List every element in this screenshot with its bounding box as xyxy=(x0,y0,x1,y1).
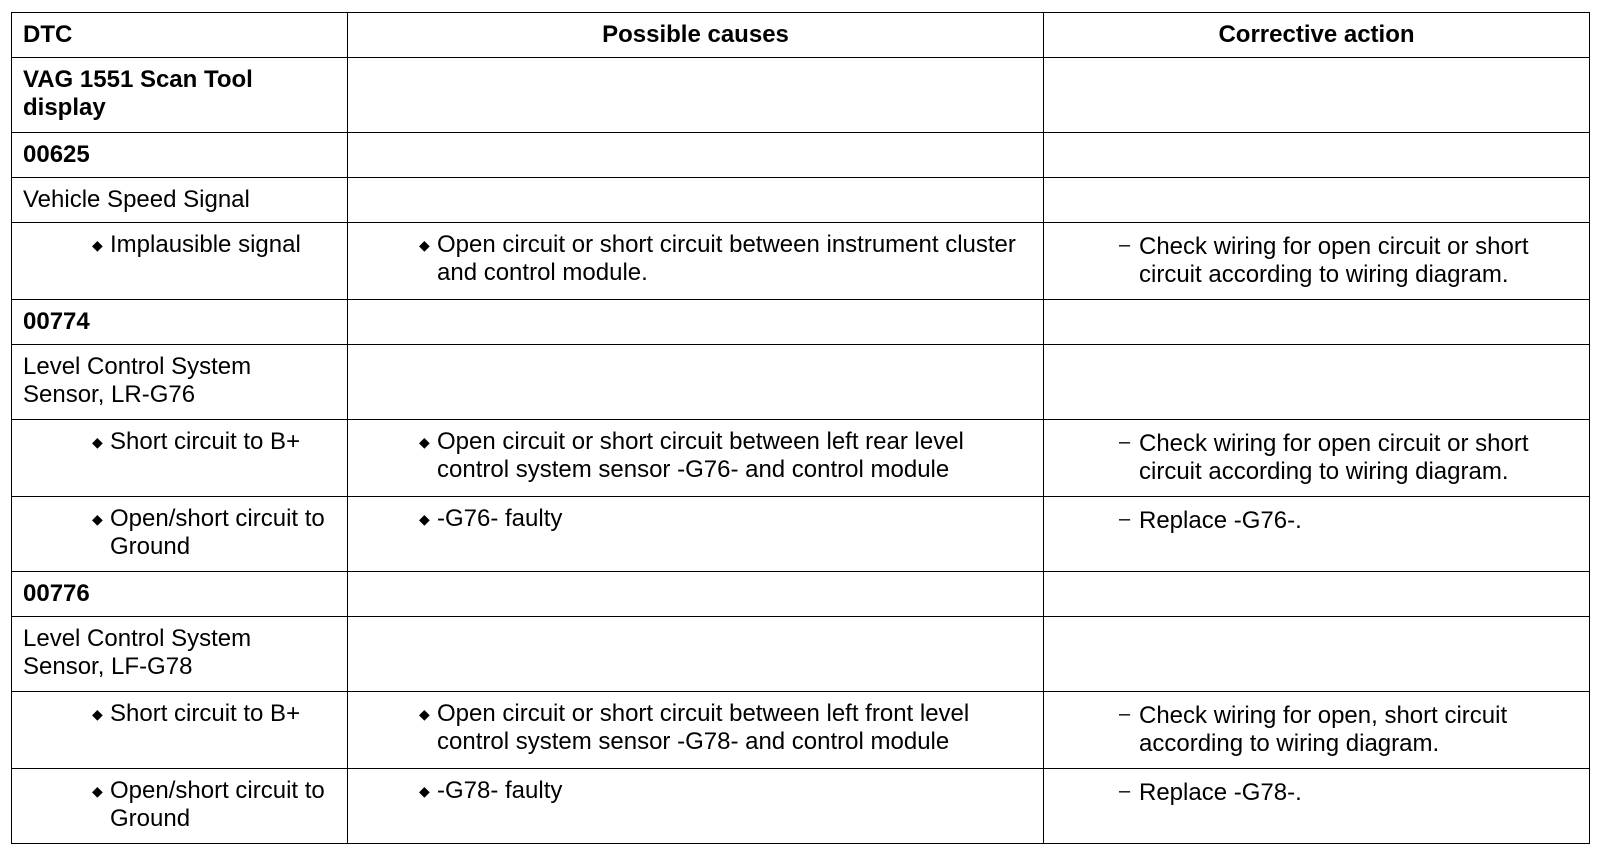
dtc-cell xyxy=(12,345,348,420)
table-row xyxy=(12,617,1590,692)
dtc-cell xyxy=(12,497,348,572)
possible-cause-text: Open circuit or short circuit between left rear level control system sensor -G76- and control module xyxy=(437,428,964,483)
action-cell xyxy=(1044,572,1590,617)
possible-cause xyxy=(348,497,1043,533)
table-row xyxy=(12,769,1590,844)
possible-cause-text: -G78- faulty xyxy=(437,777,563,804)
action-cell xyxy=(1044,345,1590,420)
possible-cause xyxy=(348,420,1043,484)
causes-cell xyxy=(348,497,1044,572)
possible-cause-text: Open circuit or short circuit between left front level control system sensor -G78- and control module xyxy=(437,700,970,755)
bullet-icon: ◆ xyxy=(419,706,430,722)
corrective-action xyxy=(1044,223,1589,289)
table-row xyxy=(12,497,1590,572)
table-row xyxy=(12,345,1590,420)
dtc-cell xyxy=(12,692,348,769)
dtc-description: Level Control System Sensor, LR-G76 xyxy=(23,353,252,408)
table-row xyxy=(12,572,1590,617)
action-cell xyxy=(1044,617,1590,692)
causes-cell xyxy=(348,300,1044,345)
dtc-description: Level Control System Sensor, LF-G78 xyxy=(23,625,252,680)
table-row xyxy=(12,178,1590,223)
action-cell xyxy=(1044,178,1590,223)
possible-cause xyxy=(348,223,1043,287)
possible-cause-text: Open circuit or short circuit between instrument cluster and control module. xyxy=(437,231,1016,286)
fault-condition-text: Open/short circuit to Ground xyxy=(110,777,325,832)
bullet-icon: ◆ xyxy=(419,237,430,253)
fault-condition-text: Short circuit to B+ xyxy=(110,700,301,727)
dtc-code: 00776 xyxy=(23,580,90,607)
action-cell xyxy=(1044,497,1590,572)
dtc-table xyxy=(11,12,1590,844)
table-row xyxy=(12,133,1590,178)
bullet-icon: ◆ xyxy=(419,783,430,799)
action-cell xyxy=(1044,769,1590,844)
causes-cell xyxy=(348,420,1044,497)
header-dtc: DTC xyxy=(12,13,348,58)
header-row xyxy=(12,13,1590,58)
causes-cell xyxy=(348,178,1044,223)
table-row xyxy=(12,223,1590,300)
fault-condition xyxy=(12,223,347,259)
action-cell xyxy=(1044,133,1590,178)
corrective-action xyxy=(1044,692,1589,758)
dtc-code: 00774 xyxy=(23,308,90,335)
header-corrective-action: Corrective action xyxy=(1044,13,1590,58)
dash-icon: – xyxy=(1119,234,1131,256)
corrective-action-text: Replace -G78-. xyxy=(1139,779,1302,806)
bullet-icon: ◆ xyxy=(92,783,103,799)
dash-icon: – xyxy=(1119,703,1131,725)
bullet-icon: ◆ xyxy=(92,237,103,253)
table-row xyxy=(12,300,1590,345)
dtc-cell xyxy=(12,572,348,617)
causes-cell xyxy=(348,692,1044,769)
causes-cell xyxy=(348,617,1044,692)
corrective-action xyxy=(1044,769,1589,807)
causes-cell xyxy=(348,133,1044,178)
table-row xyxy=(12,58,1590,133)
action-cell xyxy=(1044,223,1590,300)
action-cell xyxy=(1044,692,1590,769)
dash-icon: – xyxy=(1119,780,1131,802)
fault-condition-text: Implausible signal xyxy=(110,231,301,258)
causes-cell xyxy=(348,223,1044,300)
possible-cause xyxy=(348,692,1043,756)
bullet-icon: ◆ xyxy=(92,706,103,722)
bullet-icon: ◆ xyxy=(419,511,430,527)
fault-condition-text: Short circuit to B+ xyxy=(110,428,301,455)
corrective-action xyxy=(1044,420,1589,486)
action-cell xyxy=(1044,420,1590,497)
dtc-cell xyxy=(12,617,348,692)
dtc-cell xyxy=(12,223,348,300)
fault-condition xyxy=(12,692,347,728)
bullet-icon: ◆ xyxy=(419,434,430,450)
header-possible-causes: Possible causes xyxy=(348,13,1044,58)
corrective-action-text: Check wiring for open circuit or short circuit according to wiring diagram. xyxy=(1139,430,1529,485)
fault-condition-text: Open/short circuit to Ground xyxy=(110,505,325,560)
bullet-icon: ◆ xyxy=(92,511,103,527)
dtc-description: Vehicle Speed Signal xyxy=(23,186,250,213)
causes-cell xyxy=(348,58,1044,133)
dtc-cell xyxy=(12,300,348,345)
action-cell xyxy=(1044,58,1590,133)
corrective-action xyxy=(1044,497,1589,535)
corrective-action-text: Check wiring for open circuit or short circuit according to wiring diagram. xyxy=(1139,233,1529,288)
possible-cause xyxy=(348,769,1043,805)
fault-condition xyxy=(12,420,347,456)
dash-icon: – xyxy=(1119,431,1131,453)
dash-icon: – xyxy=(1119,508,1131,530)
dtc-cell xyxy=(12,769,348,844)
dtc-cell xyxy=(12,58,348,133)
dtc-cell xyxy=(12,178,348,223)
dtc-title: VAG 1551 Scan Tool display xyxy=(23,66,253,121)
bullet-icon: ◆ xyxy=(92,434,103,450)
dtc-cell xyxy=(12,420,348,497)
fault-condition xyxy=(12,769,347,833)
action-cell xyxy=(1044,300,1590,345)
fault-condition xyxy=(12,497,347,561)
causes-cell xyxy=(348,769,1044,844)
corrective-action-text: Replace -G76-. xyxy=(1139,507,1302,534)
dtc-code: 00625 xyxy=(23,141,90,168)
table-row xyxy=(12,692,1590,769)
dtc-cell xyxy=(12,133,348,178)
causes-cell xyxy=(348,572,1044,617)
causes-cell xyxy=(348,345,1044,420)
table-row xyxy=(12,420,1590,497)
corrective-action-text: Check wiring for open, short circuit according to wiring diagram. xyxy=(1139,702,1508,757)
possible-cause-text: -G76- faulty xyxy=(437,505,563,532)
